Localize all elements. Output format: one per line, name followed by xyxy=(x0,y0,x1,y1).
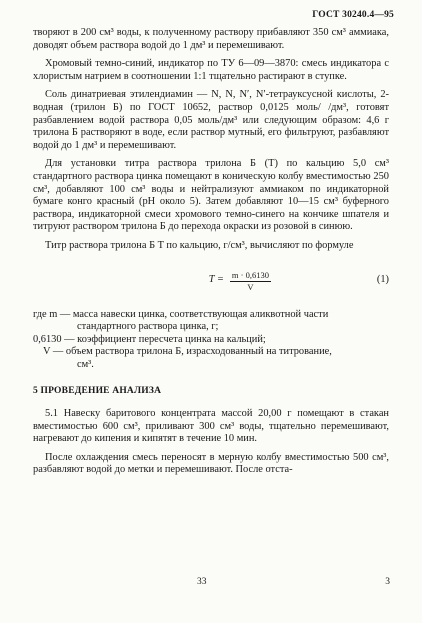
definition-text: коэффициент пересчета цинка на кальций; xyxy=(77,333,266,345)
definition-key: 0,6130 — xyxy=(33,333,75,345)
paragraph-titer-setup: Для установки титра раствора трилона Б (Т) по кальцию 5,0 см³ стандартного раствора цинка помещают в коническую колбу вместимостью 250 см³, добавляют 100 см³ воды и нейтрализуют аммиаком по индикаторной бумаге конго красный (рН около 5). Затем добавляют 10—15 см³ буферного раствора, индикаторной смеси хромового темно-синего на кончике шпателя и титруют раствором трилона Б до перехода окраски из розовой в синюю. xyxy=(33,158,389,233)
formula-denominator: V xyxy=(247,281,254,292)
section-title: 5 ПРОВЕДЕНИЕ АНАЛИЗА xyxy=(33,386,162,397)
formula-number: (1) xyxy=(376,274,389,286)
definition-continuation: см³. xyxy=(77,358,94,370)
definition-key: V — xyxy=(43,346,64,358)
formula-lhs: T = xyxy=(208,274,224,286)
standard-code-header: ГОСТ 30240.4—95 xyxy=(312,10,394,20)
formula-numerator: m · 0,6130 xyxy=(231,269,269,280)
paragraph-analysis-cooling: После охлаждения смесь переносят в мерную колбу вместимостью 500 см³, разбавляют водой до метки и перемешивают. После отста- xyxy=(33,451,389,476)
definition-text: масса навески цинка, соответствующая аликвотной части xyxy=(72,308,329,320)
paragraph-chrome-indicator: Хромовый темно-синий, индикатор по ТУ 6—09—3870: смесь индикатора с хлористым натрием в соотношении 1:1 тщательно растирают в ступке. xyxy=(33,58,389,82)
definition-coefficient xyxy=(33,334,389,347)
formula-definitions xyxy=(33,309,389,372)
definition-v xyxy=(33,346,389,359)
paragraph-titer-formula-intro: Титр раствора трилона Б T по кальцию, г/см³, вычисляют по формуле xyxy=(45,239,354,251)
definition-continuation: стандартного раствора цинка, г; xyxy=(77,321,219,333)
page-number-center: 33 xyxy=(197,577,207,587)
titer-formula xyxy=(33,265,389,297)
paragraph-analysis-5-1: 5.1 Навеску баритового концентрата массой 20,00 г помещают в стакан вместимостью 600 см³, приливают 300 см³ воды, тщательно перемешивают, нагревают до кипения и кипятят в течение 10 мин. xyxy=(33,408,389,445)
page-number-right: 3 xyxy=(385,577,390,587)
paragraph-reagent-solution-end: творяют в 200 см³ воды, к полученному раствору прибавляют 350 см³ аммиака, доводят объем раствора водой до 1 дм³ и перемешивают. xyxy=(33,27,389,51)
definition-key: где m — xyxy=(33,308,71,320)
definition-text: объем раствора трилона Б, израсходованный на титрование, xyxy=(65,346,332,358)
definition-m xyxy=(33,309,389,322)
page-content xyxy=(33,27,389,483)
formula-fraction xyxy=(230,270,271,292)
paragraph-trilon-b: Соль динатриевая этилендиамин — N, N, N′, N′-тетрауксусной кислоты, 2-водная (трилон Б) по ГОСТ 10652, раствор 0,0125 моль/ /дм³, готовят разбавлением водой раствора 0,05 моль/дм³ или следующим образом: 4,6 г трилона Б растворяют в воде, если раствор мутный, его фильтруют, разбавляют водой до 1 дм³ и перемешивают. xyxy=(33,89,389,151)
